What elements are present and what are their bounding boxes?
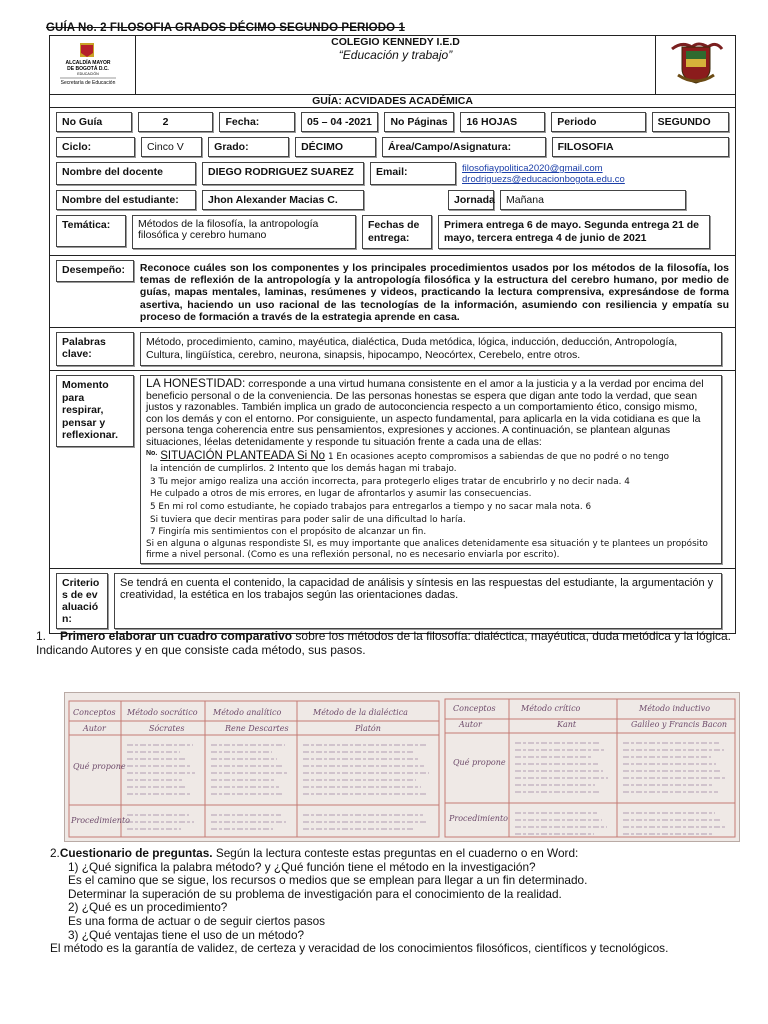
hw-autor-3: Rene Descartes [225,724,289,733]
palabras-text: Método, procedimiento, camino, mayéutica, dialéctica, Duda metódica, lógica, inducción, deducción, Antropología, Cultura, lingüística, cerebro, neurona, sinapsis, hipocampo, Neocórtex, Cerebelo, entre otros. [140,332,722,366]
ciclo-value: Cinco V [141,137,202,157]
estudiante-label: Nombre del estudiante: [56,190,196,210]
logo-line-4: Secretaría de Educación [60,80,116,86]
situacion-line-1: 1 En ocasiones acepto compromisos a sabiendas de que no podré o no tengo [328,451,670,462]
document-title: GUÍA No. 2 FILOSOFIA GRADOS DÉCIMO SEGUNDO PERIODO 1 [46,22,405,34]
logo-cell [50,36,136,95]
situacion-no-label: No. [146,449,158,457]
shield-cell [656,36,736,95]
school-cell [136,36,656,95]
tematica-label: Temática: [56,215,126,247]
q2-item-3-question: 3) ¿Qué ventajas tiene el uso de un método? [68,927,305,942]
periodo-label: Periodo [551,112,645,132]
hw-propone-label-left: Qué propone [73,762,126,771]
hw-header-7: Método inductivo [639,704,711,713]
jornada-value: Mañana [500,190,686,210]
question-2-number: 2. [50,846,60,860]
hw-header-4: Método de la dialéctica [313,708,408,717]
email-link-1[interactable]: filosofiaypolitica2020@gmail.com [462,163,603,174]
question-1-number: 1. [36,629,47,643]
honestidad-intro: corresponde a una virtud humana consistente en el amor a la justicia y a la verdad por encima del beneficio personal o de la conveniencia. De las personas honestas se espera que digan ante todo la verdad, que sean justos y razonables. También implica un grado de autoconciencia respecto a un comportamiento ético, consigo mismo, con los demás y con el entorno. Por consiguiente, un aspecto fundamental, para aplicarla en la vida cotidiana es que la persona tenga coherencia entre sus pensamientos, expresiones y acciones. A continuación, se plantean algunas situaciones, léelas detenidamente y responde tu situación frente a cada una de ellas: [146,378,704,448]
question-2-bold: Cuestionario de preguntas. [59,846,213,860]
hw-procedimiento-label-left: Procedimiento [71,816,130,825]
hw-autor-6: Kant [557,720,577,729]
hw-autor-4: Platón [355,724,381,733]
hw-header-1: Conceptos [73,708,116,717]
fecha-label: Fecha: [219,112,295,132]
situacion-line-2: la intención de cumplirlos. 2 Intento que los demás hagan mi trabajo. [150,464,457,475]
email-link-2[interactable]: drodriguezs@educacionbogota.edu.co [462,174,625,185]
info-grid-cell [50,108,736,256]
school-shield-icon [668,39,724,87]
guide-title: GUÍA: ACVIDADES ACADÉMICA [50,95,736,108]
momento-label: Momento para respirar, pensar y reflexionar. [56,375,134,447]
hw-header-6: Método crítico [521,704,581,713]
question-1 [36,629,736,657]
paginas-value: 16 HOJAS [460,112,545,132]
area-value: FILOSOFIA [552,137,729,157]
question-2-text: Según la lectura conteste estas preguntas en el cuaderno o en Word: [215,846,579,860]
desempeno-label: Desempeño: [56,260,134,282]
situacion-line-6: Si tuviera que decir mentiras para poder salir de una dificultad lo haría. [150,514,466,525]
q2-item-3-answer-1: El método es la garantía de validez, de certeza y veracidad de los conocimientos filosóficos, científicos y tecnológicos. [50,941,669,956]
fechas-value: Primera entrega 6 de mayo. Segunda entrega 21 de mayo, tercera entrega 4 de junio de 2021 [438,215,710,249]
ciclo-label: Ciclo: [56,137,135,157]
situacion-line-4: He culpado a otros de mis errores, en lugar de afrontarlos y asumir las consecuencias. [150,489,532,500]
hw-autor-5: Autor [459,720,482,729]
guide-sheet [49,35,735,634]
handwritten-comparative-chart-image [64,692,740,842]
guide-header-table [49,35,736,634]
hw-procedimiento-label-right: Procedimiento [449,814,508,823]
hw-autor-1: Autor [83,724,106,733]
grado-value: DÉCIMO [295,137,376,157]
docente-label: Nombre del docente [56,162,196,185]
estudiante-value: Jhon Alexander Macias C. [202,190,364,210]
logo-line-2: DE BOGOTÁ D.C. [67,66,109,72]
situacion-title: SITUACIÓN PLANTEADA Si No [160,449,326,462]
email-label: Email: [370,162,456,185]
no-guia-label: No Guía [56,112,132,132]
periodo-value: SEGUNDO [652,112,729,132]
jornada-label: Jornada [448,190,494,210]
grado-label: Grado: [208,137,289,157]
handwriting-scribbles [127,743,726,834]
q2-item-1-answer-2: Determinar la superación de su problema de investigación para el conocimiento de la realidad. [68,886,562,901]
school-name: COLEGIO KENNEDY I.E.D [331,36,460,48]
palabras-label: Palabras clave: [56,332,134,366]
logo-line-1: ALCALDÍA MAYOR [65,60,111,66]
fechas-label: Fechas de entrega: [362,215,432,249]
desempeno-cell [50,256,736,328]
question-1-bold: Primero elaborar un cuadro comparativo [60,629,293,643]
bogota-logo-icon [58,42,118,88]
criterios-cell [50,568,736,633]
email-values [462,162,692,185]
q2-item-2-answer-1: Es una forma de actuar o de seguir ciertos pasos [68,913,326,928]
situacion-closing: Si en alguna o algunas respondiste SI, es muy importante que analices detenidamente esa situación y te plantees un propósito firme a nivel personal. (Como es una reflexión personal, no es necesario enviarla por escrito). [146,538,708,560]
docente-value: DIEGO RODRIGUEZ SUAREZ [202,162,364,185]
question-1-text: sobre los métodos de la filosofía: dialéctica, mayéutica, duda metódica y la lógica. Indicando Autores y en que consiste cada método, sus pasos. [36,629,731,657]
logo-line-3: EDUCACIÓN [77,72,99,76]
situacion-line-3: 3 Tu mejor amigo realiza una acción incorrecta, para protegerlo eliges tratar de encubrirlo y no decir nada. 4 [150,476,630,487]
area-label: Área/Campo/Asignatura: [382,137,546,157]
criterios-label: Criterios de evaluación: [56,573,108,629]
hw-header-2: Método socrático [127,708,198,717]
criterios-text: Se tendrá en cuenta el contenido, la capacidad de análisis y síntesis en las respuestas del estudiante, la argumentación y creatividad, la estética en los trabajos según las orientaciones dadas. [114,573,722,629]
situacion-line-5: 5 En mi rol como estudiante, he copiado trabajos para entregarlos a tiempo y no sacar mala nota. 6 [150,501,592,512]
hw-autor-7: Galileo y Francis Bacon [631,720,728,729]
momento-content [140,375,722,564]
hw-header-3: Método analítico [213,708,282,717]
hw-header-5: Conceptos [453,704,496,713]
honestidad-heading: LA HONESTIDAD: [146,376,246,391]
q2-item-2-question: 2) ¿Qué es un procedimiento? [68,900,228,915]
paginas-label: No Páginas [384,112,454,132]
palabras-cell [50,328,736,371]
tematica-value: Métodos de la filosofía, la antropología filosófica y cerebro humano [132,215,356,249]
q2-item-1-answer-1: Es el camino que se sigue, los recursos o medios que se emplean para llegar a un fin determinado. [68,873,588,888]
hw-propone-label-right: Qué propone [453,758,506,767]
school-motto: “Educación y trabajo” [338,48,453,62]
question-2 [50,847,740,956]
momento-cell [50,371,736,569]
q2-item-1-question: 1) ¿Qué significa la palabra método? y ¿Qué función tiene el método en la investigación? [68,859,536,874]
fecha-value: 05 – 04 -2021 [301,112,378,132]
no-guia-value: 2 [138,112,214,132]
desempeno-text: Reconoce cuáles son los componentes y los principales procedimientos usados por los métodos de la filosofía, los temas de reflexión de la antropología y la antropología filosófica y la estructura del cerebro humano, por medio de guías, mapas mentales, laminas, resúmenes y videos, practicando la lectura comprensiva, expresándose de forma asertiva, haciendo un uso racional de las tecnologías de la información, asumiendo con resiliencia y empatía su proceso de formación a través de la estrategia aprende en casa. [139,262,729,323]
handwritten-table-drawing [65,693,739,841]
situacion-line-7: 7 Fingiría mis sentimientos con el propósito de alcanzar un fin. [150,527,427,538]
hw-autor-2: Sócrates [149,724,185,733]
